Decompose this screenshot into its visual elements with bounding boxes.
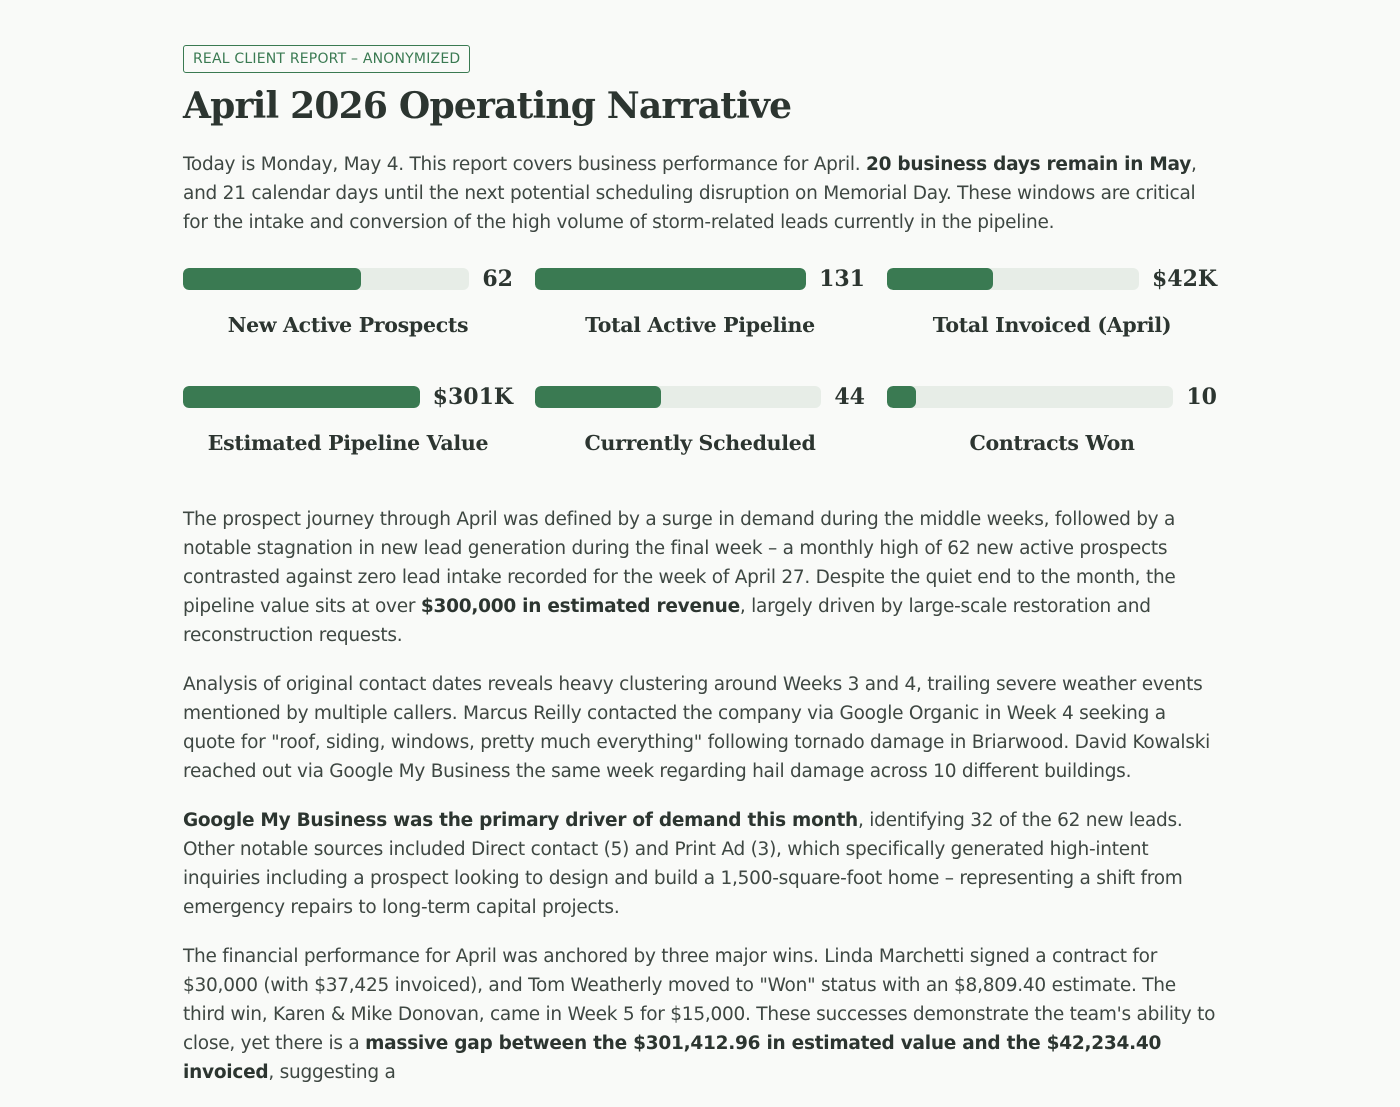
paragraph-lead-sources — [183, 806, 1218, 922]
report-page — [183, 45, 1218, 1107]
paragraph-text: , largely driven by large-scale restoration and reconstruction requests. — [183, 596, 1151, 646]
kpi-currently-scheduled — [535, 385, 865, 503]
kpi-value: 10 — [1186, 384, 1217, 410]
intro-text-1: Today is Monday, May 4. This report covers business performance for April. — [183, 154, 866, 175]
paragraph-prospect-journey — [183, 505, 1218, 650]
kpi-total-active-pipeline — [535, 267, 865, 385]
paragraph-bold: $300,000 in estimated revenue — [420, 596, 740, 617]
kpi-bar-fill — [183, 386, 420, 408]
kpi-label: Estimated Pipeline Value — [207, 431, 489, 455]
kpi-label: Currently Scheduled — [584, 431, 816, 455]
paragraph-financial-performance — [183, 942, 1218, 1087]
kpi-bar-track — [535, 268, 806, 290]
kpi-bar-track — [535, 386, 821, 408]
paragraph-text: The financial performance for April was anchored by three major wins. Linda Marchetti signed a contract for $30,000 (with $37,425 invoiced), and Tom Weatherly moved to "Won" status with an $8,809.40 estimate. The third win, Karen & Mike Donovan, came in Week 5 for $15,000. These successes demonstrate the team's ability to close, yet there is a — [183, 946, 1216, 1054]
kpi-value: $42K — [1151, 266, 1217, 292]
kpi-bar-fill — [535, 386, 661, 408]
kpi-bar-track — [183, 386, 420, 408]
kpi-label: Total Invoiced (April) — [932, 313, 1172, 337]
intro-paragraph — [183, 150, 1218, 237]
kpi-contracts-won — [887, 385, 1217, 503]
kpi-value: 131 — [819, 266, 865, 292]
page-title: April 2026 Operating Narrative — [183, 85, 792, 127]
intro-bold-1: 20 business days remain in May — [866, 154, 1192, 175]
kpi-value: 62 — [482, 266, 513, 292]
kpi-label: Total Active Pipeline — [585, 313, 815, 337]
kpi-bar-fill — [887, 386, 916, 408]
paragraph-text: , identifying 32 of the 62 new leads. Other notable sources included Direct contact (5) and Print Ad (3), which specifically generated high-intent inquiries including a prospect looking to design and build a 1,500-square-foot home – representing a shift from emergency repairs to long-term capital projects. — [183, 810, 1183, 918]
kpi-bar-fill — [535, 268, 806, 290]
kpi-value: 44 — [834, 384, 865, 410]
kpi-bar-track — [183, 268, 469, 290]
kpi-bar-fill — [183, 268, 361, 290]
paragraph-bold: massive gap between the $301,412.96 in estimated value and the $42,234.40 invoiced — [183, 1033, 1162, 1083]
kpi-estimated-pipeline-value — [183, 385, 513, 503]
intro-text-2: , and 21 calendar days until the next potential scheduling disruption on Memorial Day. These windows are critical for the intake and conversion of the high volume of storm-related leads currently in the pipeline. — [183, 154, 1197, 233]
kpi-grid — [183, 267, 1218, 503]
kpi-label: Contracts Won — [969, 431, 1135, 455]
kpi-bar-track — [887, 386, 1173, 408]
report-tag: REAL CLIENT REPORT – ANONYMIZED — [183, 45, 470, 73]
kpi-bar-track — [887, 268, 1139, 290]
kpi-label: New Active Prospects — [227, 313, 469, 337]
kpi-bar-fill — [887, 268, 993, 290]
kpi-total-invoiced — [887, 267, 1217, 385]
paragraph-bold: Google My Business was the primary driver of demand this month — [183, 810, 858, 831]
paragraph-text: Analysis of original contact dates reveals heavy clustering around Weeks 3 and 4, trailing severe weather events mentioned by multiple callers. Marcus Reilly contacted the company via Google Organic in Week 4 seeking a quote for "roof, siding, windows, pretty much everything" following tornado damage in Briarwood. David Kowalski reached out via Google My Business the same week regarding hail damage across 10 different buildings. — [183, 674, 1211, 782]
kpi-new-active-prospects — [183, 267, 513, 385]
paragraph-text: The prospect journey through April was defined by a surge in demand during the middle weeks, followed by a notable stagnation in new lead generation during the final week – a monthly high of 62 new active prospects contrasted against zero lead intake recorded for the week of April 27. Despite the quiet end to the month, the pipeline value sits at over — [183, 509, 1176, 617]
kpi-value: $301K — [432, 384, 513, 410]
paragraph-text: , suggesting a — [268, 1062, 396, 1083]
paragraph-contact-analysis — [183, 670, 1218, 786]
